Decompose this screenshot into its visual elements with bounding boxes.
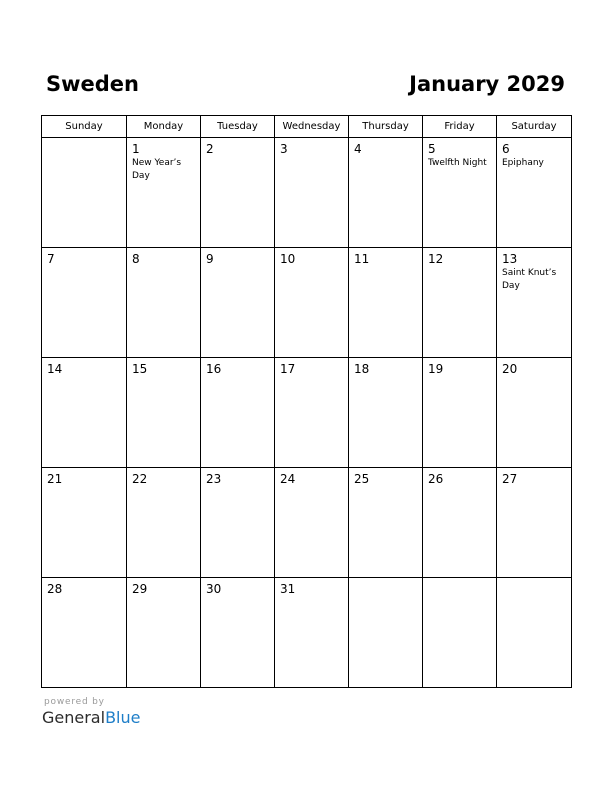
day-cell <box>201 578 275 688</box>
week-row <box>42 358 572 468</box>
brand-blue-text: Blue <box>105 708 141 727</box>
weekday-header-row <box>42 116 572 138</box>
day-cell <box>127 248 201 358</box>
day-cell <box>497 138 572 248</box>
weekday-header: Tuesday <box>201 116 275 138</box>
empty-day-cell <box>42 138 127 248</box>
weekday-header: Monday <box>127 116 201 138</box>
day-number: 15 <box>132 362 148 376</box>
holiday-label: New Year’s Day <box>132 158 182 181</box>
day-number: 10 <box>280 252 296 266</box>
day-cell <box>201 358 275 468</box>
day-cell <box>497 248 572 358</box>
day-number: 4 <box>354 142 362 156</box>
day-number: 1 <box>132 142 140 156</box>
day-number: 30 <box>206 582 222 596</box>
day-cell <box>423 248 497 358</box>
day-cell <box>497 358 572 468</box>
day-cell <box>349 358 423 468</box>
day-number: 11 <box>354 252 370 266</box>
day-number: 7 <box>47 252 55 266</box>
day-cell <box>201 138 275 248</box>
day-cell <box>423 468 497 578</box>
day-number: 14 <box>47 362 63 376</box>
week-row <box>42 248 572 358</box>
day-cell <box>127 468 201 578</box>
day-cell <box>275 468 349 578</box>
calendar-grid <box>41 115 572 688</box>
week-row <box>42 138 572 248</box>
brand-general-text: General <box>42 708 106 727</box>
empty-day-cell <box>349 578 423 688</box>
day-number: 19 <box>428 362 444 376</box>
day-number: 23 <box>206 472 222 486</box>
day-cell <box>275 358 349 468</box>
calendar-body <box>42 138 572 688</box>
country-title: Sweden <box>46 72 139 96</box>
day-number: 6 <box>502 142 510 156</box>
day-cell <box>42 358 127 468</box>
day-cell <box>42 468 127 578</box>
day-cell <box>497 468 572 578</box>
brand-logo <box>42 708 140 728</box>
weekday-header: Wednesday <box>275 116 349 138</box>
day-number: 2 <box>206 142 214 156</box>
day-number: 12 <box>428 252 444 266</box>
day-cell <box>275 248 349 358</box>
empty-day-cell <box>497 578 572 688</box>
day-number: 13 <box>502 252 518 266</box>
weekday-header: Friday <box>423 116 497 138</box>
day-cell <box>275 138 349 248</box>
day-cell <box>201 468 275 578</box>
empty-day-cell <box>423 578 497 688</box>
day-number: 26 <box>428 472 444 486</box>
holiday-label: Twelfth Night <box>428 158 487 168</box>
day-cell <box>349 248 423 358</box>
day-cell <box>349 138 423 248</box>
day-cell <box>42 248 127 358</box>
weekday-header: Saturday <box>497 116 572 138</box>
day-cell <box>201 248 275 358</box>
day-number: 28 <box>47 582 63 596</box>
weekday-header: Sunday <box>42 116 127 138</box>
week-row <box>42 468 572 578</box>
day-cell <box>127 358 201 468</box>
day-cell <box>423 138 497 248</box>
day-number: 29 <box>132 582 148 596</box>
day-number: 24 <box>280 472 296 486</box>
day-number: 22 <box>132 472 148 486</box>
day-number: 8 <box>132 252 140 266</box>
day-number: 17 <box>280 362 296 376</box>
month-title: January 2029 <box>409 72 565 96</box>
day-number: 25 <box>354 472 370 486</box>
week-row <box>42 578 572 688</box>
day-cell <box>275 578 349 688</box>
day-number: 31 <box>280 582 296 596</box>
day-number: 21 <box>47 472 63 486</box>
powered-by-text: powered by <box>44 697 105 707</box>
holiday-label: Saint Knut’s Day <box>502 268 557 291</box>
day-cell <box>42 578 127 688</box>
day-cell <box>127 578 201 688</box>
footer-branding <box>42 696 140 728</box>
holiday-label: Epiphany <box>502 158 544 168</box>
day-number: 16 <box>206 362 222 376</box>
day-number: 9 <box>206 252 214 266</box>
weekday-header: Thursday <box>349 116 423 138</box>
day-cell <box>349 468 423 578</box>
day-number: 18 <box>354 362 370 376</box>
day-cell <box>127 138 201 248</box>
day-number: 3 <box>280 142 288 156</box>
day-cell <box>423 358 497 468</box>
day-number: 27 <box>502 472 518 486</box>
day-number: 20 <box>502 362 518 376</box>
day-number: 5 <box>428 142 436 156</box>
